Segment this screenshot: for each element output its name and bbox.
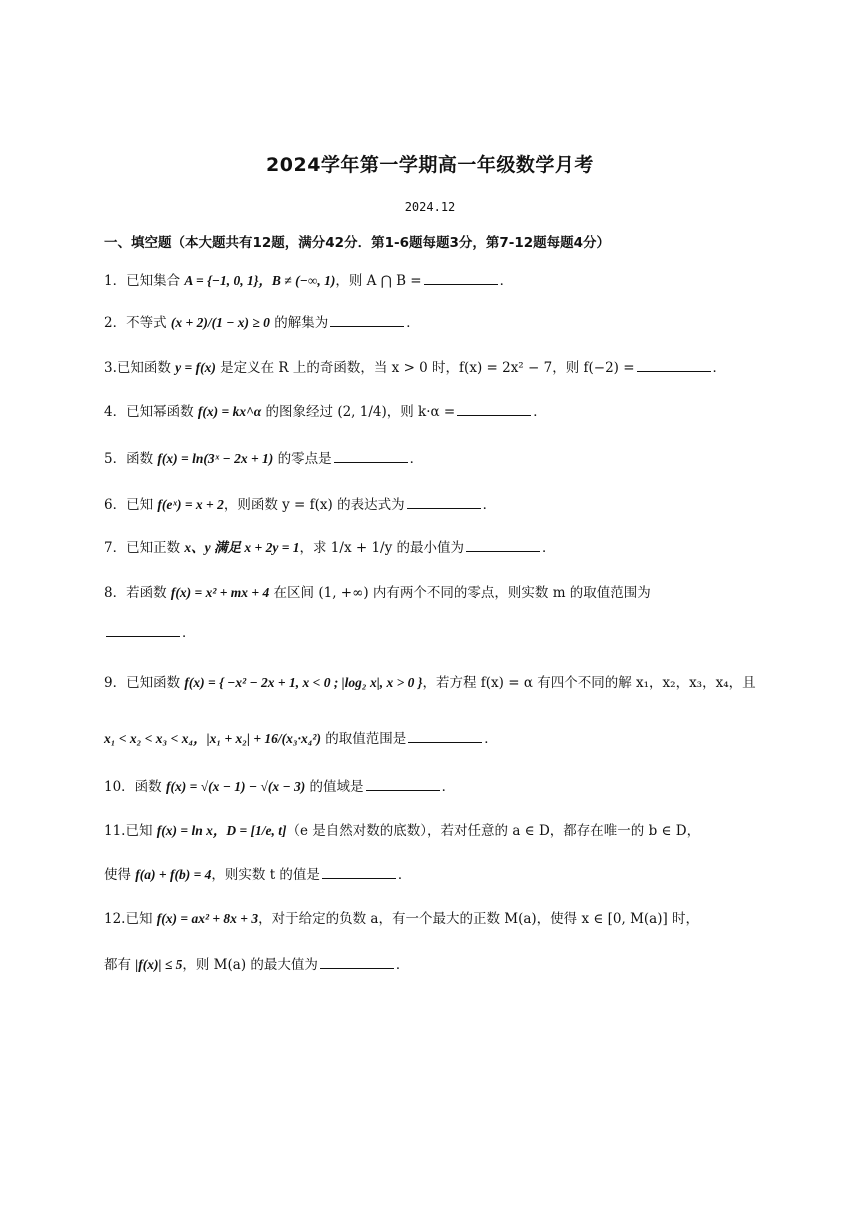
question-end: ． xyxy=(542,540,556,556)
answer-blank[interactable] xyxy=(366,776,440,791)
question-prefix: 7．已知正数 xyxy=(104,540,185,556)
question-prefix: 3.已知函数 xyxy=(104,360,176,376)
question-math: x₁ < x₂ < x₃ < x₄，|x₁ + x₂| + 16/(x₃·x₄²) xyxy=(104,731,321,746)
question-5 xyxy=(104,448,764,470)
question-text: ，求 1/x + 1/y 的最小值为 xyxy=(299,540,465,556)
question-math: f(eˣ) = x + 2 xyxy=(157,497,224,512)
question-12 xyxy=(104,908,764,930)
question-math: |f(x)| ≤ 5 xyxy=(135,957,183,972)
question-text: ，则 A ⋂ B = xyxy=(335,273,422,289)
answer-blank[interactable] xyxy=(637,357,711,372)
answer-blank[interactable] xyxy=(106,622,180,637)
question-end: ． xyxy=(484,731,498,747)
question-text: ，则函数 y = f(x) 的表达式为 xyxy=(223,497,405,513)
question-text: ，若方程 f(x) = α 有四个不同的解 x₁，x₂，x₃，x₄，且 xyxy=(422,675,756,691)
question-3 xyxy=(104,357,764,379)
question-math: f(x) = √(x − 1) − √(x − 3) xyxy=(165,779,306,794)
question-prefix: 11.已知 xyxy=(104,823,157,839)
question-11 xyxy=(104,820,764,842)
question-text: （e 是自然对数的底数），若对任意的 a ∈ D，都存在唯一的 b ∈ D， xyxy=(286,823,701,839)
answer-blank[interactable] xyxy=(330,312,404,327)
question-11-continued xyxy=(104,864,764,886)
question-math: f(x) = { −x² − 2x + 1, x < 0 ; |log₂ x|, x > 0 } xyxy=(184,675,423,690)
exam-date: 2024.12 xyxy=(404,200,456,214)
question-prefix: 6．已知 xyxy=(104,497,158,513)
question-8-continued xyxy=(104,622,764,644)
question-math: f(x) = ln x，D = [1/e, t] xyxy=(156,823,287,838)
question-math: f(x) = kx^α xyxy=(197,404,262,419)
question-end: ． xyxy=(397,867,412,883)
question-prefix: 都有 xyxy=(104,957,136,973)
question-prefix: 8．若函数 xyxy=(104,585,171,601)
question-text: 的图象经过 (2, 1/4)，则 k·α = xyxy=(261,404,456,420)
question-end: ． xyxy=(499,273,514,289)
question-text: 的零点是 xyxy=(273,451,332,467)
section-heading: 一、填空题（本大题共有12题，满分42分．第1-6题每题3分，第7-12题每题4分） xyxy=(104,235,611,251)
question-12-continued xyxy=(104,954,764,976)
question-4 xyxy=(104,401,764,423)
question-end: ． xyxy=(409,451,424,467)
answer-blank[interactable] xyxy=(407,494,481,509)
question-end: ． xyxy=(712,360,727,376)
question-prefix: 2．不等式 xyxy=(104,315,171,331)
question-text: 是定义在 R 上的奇函数，当 x > 0 时，f(x) = 2x² − 7，则 f(−2) = xyxy=(215,360,635,376)
question-prefix: 9．已知函数 xyxy=(104,675,185,691)
question-9-continued xyxy=(104,728,764,750)
question-8 xyxy=(104,582,764,604)
question-text: 在区间 (1, +∞) 内有两个不同的零点，则实数 m 的取值范围为 xyxy=(269,585,651,601)
question-text: 的解集为 xyxy=(269,315,329,331)
answer-blank[interactable] xyxy=(408,728,482,743)
question-text: ，则实数 t 的值是 xyxy=(211,867,320,883)
question-math: f(a) + f(b) = 4 xyxy=(135,867,212,882)
question-math: A = {−1, 0, 1}，B ≠ (−∞, 1) xyxy=(184,273,336,288)
question-end: ． xyxy=(395,957,410,973)
answer-blank[interactable] xyxy=(320,954,394,969)
question-1 xyxy=(104,270,764,292)
question-prefix: 4．已知幂函数 xyxy=(104,404,198,420)
question-prefix: 5．函数 xyxy=(104,451,158,467)
question-text: 的值域是 xyxy=(305,779,364,795)
answer-blank[interactable] xyxy=(424,270,498,285)
question-end: ． xyxy=(533,404,547,420)
answer-blank[interactable] xyxy=(457,401,531,416)
question-9 xyxy=(104,672,764,694)
answer-blank[interactable] xyxy=(322,864,396,879)
page-title: 2024学年第一学期高一年级数学月考 xyxy=(266,154,594,176)
question-6 xyxy=(104,494,764,516)
question-math: f(x) = x² + mx + 4 xyxy=(170,585,270,600)
question-end: ． xyxy=(482,497,497,513)
question-math: f(x) = ln(3ˣ − 2x + 1) xyxy=(157,451,274,466)
question-prefix: 12.已知 xyxy=(104,911,157,927)
question-text: ，对于给定的负数 a，有一个最大的正数 M(a)，使得 x ∈ [0, M(a)] 时， xyxy=(258,911,700,927)
question-end: ． xyxy=(406,315,420,331)
question-math: (x + 2)/(1 − x) ≥ 0 xyxy=(170,315,270,330)
question-math: x、y 满足 x + 2y = 1 xyxy=(184,540,300,555)
answer-blank[interactable] xyxy=(334,448,408,463)
question-2 xyxy=(104,312,764,334)
question-prefix: 1．已知集合 xyxy=(104,273,185,289)
question-end: ． xyxy=(182,625,196,641)
question-10 xyxy=(104,776,764,798)
question-math: f(x) = ax² + 8x + 3 xyxy=(156,911,259,926)
question-7 xyxy=(104,537,764,559)
question-math: y = f(x) xyxy=(175,360,216,375)
question-text: ，则 M(a) 的最大值为 xyxy=(182,957,318,973)
question-text: 的取值范围是 xyxy=(320,731,407,747)
question-prefix: 10．函数 xyxy=(104,779,166,795)
question-prefix: 使得 xyxy=(104,867,136,883)
answer-blank[interactable] xyxy=(466,537,540,552)
question-end: ． xyxy=(441,779,456,795)
